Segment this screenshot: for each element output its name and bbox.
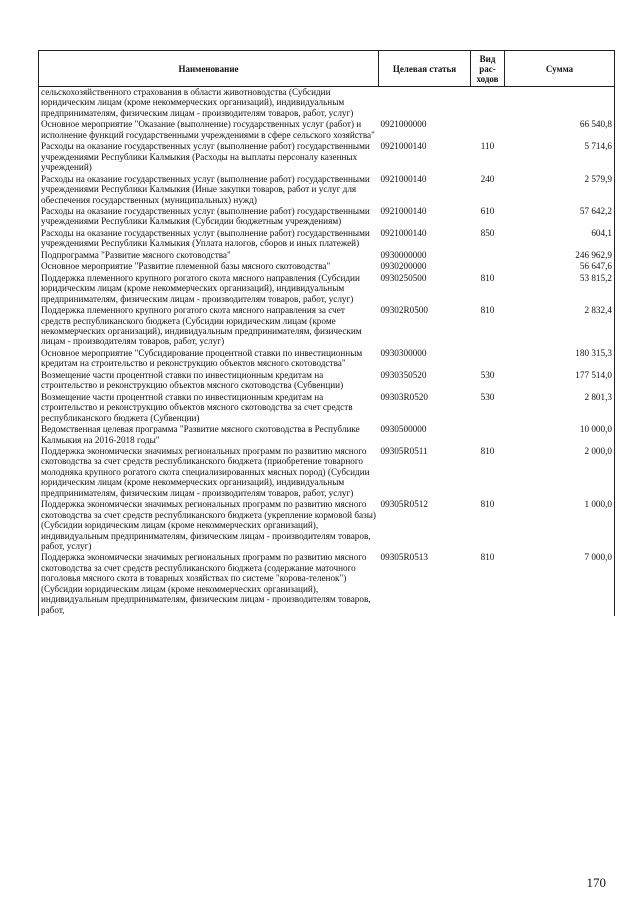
row-vid: 810 <box>480 305 495 316</box>
row-code: 0930500000 <box>380 424 427 435</box>
row-name: Расходы на оказание государственных услуг (выполнение работ) государственными учреждениями Республики Калмыкия (Субсидии бюджетным учреждениям) <box>39 206 379 228</box>
table-row <box>39 424 615 446</box>
table-row <box>39 206 615 228</box>
row-code: 0921000140 <box>380 205 427 216</box>
row-sum: 246 962,9 <box>505 250 615 261</box>
row-name: Расходы на оказание государственных услуг (выполнение работ) государственными учреждениями Республики Калмыкия (Уплата налогов, сборов и иных платежей) <box>39 228 379 250</box>
table-row <box>39 141 615 173</box>
row-code: 0930000000 <box>380 249 427 260</box>
row-vid: 810 <box>480 499 495 510</box>
row-name: Основное мероприятие "Развитие племенной базы мясного скотоводства" <box>39 261 379 272</box>
row-vid: 530 <box>480 369 495 380</box>
budget-table <box>38 50 615 616</box>
row-vid: 850 <box>480 227 495 238</box>
row-sum: 57 642,2 <box>505 206 615 228</box>
row-sum <box>505 87 615 120</box>
table-row <box>39 119 615 141</box>
table-row <box>39 250 615 261</box>
row-code: 0921000140 <box>380 141 427 152</box>
row-name: Поддержка племенного крупного рогатого скота мясного направления за счет средств республиканского бюджета (Субсидии юридическим лицам (кроме некоммерческих организаций), индивидуальным предпринимателям, физическим лицам - производителям товаров, работ, услуг) <box>39 305 379 348</box>
row-vid <box>471 250 505 261</box>
row-sum: 177 514,0 <box>505 370 615 392</box>
table-row <box>39 446 615 499</box>
row-code: 09303R0520 <box>380 391 428 402</box>
table-row <box>39 261 615 272</box>
row-name: Возмещение части процентной ставки по инвестиционным кредитам на строительство и реконструкцию объектов мясного скотоводства (Субвенции) <box>39 370 379 392</box>
row-vid <box>471 348 505 370</box>
row-sum: 2 801,3 <box>505 392 615 424</box>
row-vid: 240 <box>480 173 495 184</box>
table-row <box>39 348 615 370</box>
row-name: Возмещение части процентной ставки по инвестиционным кредитам на строительство и реконструкцию объектов мясного скотоводства за счет средств республиканского бюджета (Субвенции) <box>39 392 379 424</box>
row-sum: 7 000,0 <box>505 552 615 616</box>
row-sum: 2 579,9 <box>505 174 615 206</box>
table-row <box>39 392 615 424</box>
row-sum: 53 815,2 <box>505 273 615 305</box>
row-code: 09305R0513 <box>380 552 428 563</box>
table-row <box>39 305 615 348</box>
budget-sheet <box>38 50 614 616</box>
header-vid: Вид рас-ходов <box>471 51 505 87</box>
row-code: 0930250500 <box>380 272 427 283</box>
table-row <box>39 552 615 616</box>
table-row <box>39 87 615 120</box>
row-sum: 2 000,0 <box>505 446 615 499</box>
row-vid: 810 <box>480 552 495 563</box>
page-number: 170 <box>586 875 606 890</box>
table-row <box>39 499 615 552</box>
row-sum: 1 000,0 <box>505 499 615 552</box>
row-vid: 810 <box>480 272 495 283</box>
row-sum: 56 647,6 <box>505 261 615 272</box>
header-name: Наименование <box>39 51 379 87</box>
row-code: 09305R0512 <box>380 499 428 510</box>
table-header-row <box>39 51 615 87</box>
row-sum: 2 832,4 <box>505 305 615 348</box>
row-vid: 610 <box>480 205 495 216</box>
row-name: Расходы на оказание государственных услуг (выполнение работ) государственными учреждениями Республики Калмыкия (Иные закупки товаров, работ и услуг для обеспечения государственных (муниципальных) нужд) <box>39 174 379 206</box>
row-code: 0921000000 <box>380 119 427 130</box>
row-code: 09305R0511 <box>380 445 428 456</box>
row-name: Подпрограмма "Развитие мясного скотоводства" <box>39 250 379 261</box>
row-vid <box>471 119 505 141</box>
row-code: 0930200000 <box>380 261 427 272</box>
row-name: Поддержка экономически значимых региональных программ по развитию мясного скотоводства за счет средств республиканского бюджета (укрепление кормовой базы) (Субсидии юридическим лицам (кроме некоммерческих организаций), индивидуальным предпринимателям, физическим лицам - производителям товаров, работ, услуг) <box>39 499 379 552</box>
row-name: Поддержка племенного крупного рогатого скота мясного направления (Субсидии юридическим лицам (кроме некоммерческих организаций), индивидуальным предпринимателям, физическим лицам - производителям товаров, работ, услуг) <box>39 273 379 305</box>
row-vid: 810 <box>480 445 495 456</box>
table-row <box>39 370 615 392</box>
row-code: 0921000140 <box>380 227 427 238</box>
row-name: Ведомственная целевая программа "Развитие мясного скотоводства в Республике Калмыкия на 2016-2018 годы" <box>39 424 379 446</box>
row-vid <box>471 261 505 272</box>
header-code: Целевая статья <box>379 51 471 87</box>
table-row <box>39 174 615 206</box>
row-code: 0921000140 <box>380 173 427 184</box>
row-sum: 66 540,8 <box>505 119 615 141</box>
header-sum: Сумма <box>505 51 615 87</box>
row-code: 0930300000 <box>380 347 427 358</box>
table-row <box>39 273 615 305</box>
row-vid <box>471 424 505 446</box>
row-vid: 110 <box>480 141 495 152</box>
row-vid <box>471 87 505 120</box>
row-code: 0930350520 <box>380 369 427 380</box>
row-name: Поддержка экономически значимых региональных программ по развитию мясного скотоводства за счет средств республиканского бюджета (приобретение товарного молодняка крупного рогатого скота специализированных мясных пород) (Субсидии юридическим лицам (кроме некоммерческих организаций), индивидуальным предпринимателям, физическим лицам - производителям товаров, работ, услуг) <box>39 446 379 499</box>
row-sum: 604,1 <box>505 228 615 250</box>
row-code: 09302R0500 <box>380 305 428 316</box>
row-sum: 10 000,0 <box>505 424 615 446</box>
row-code <box>379 87 471 120</box>
row-sum: 180 315,3 <box>505 348 615 370</box>
row-sum: 5 714,6 <box>505 141 615 173</box>
row-name: Основное мероприятие "Оказание (выполнение) государственных услуг (работ) и исполнение функций государственными учреждениями в сфере сельского хозяйства" <box>39 119 379 141</box>
row-name: Расходы на оказание государственных услуг (выполнение работ) государственными учреждениями Республики Калмыкия (Расходы на выплаты персоналу казенных учреждений) <box>39 141 379 173</box>
row-name: Основное мероприятие "Субсидирование процентной ставки по инвестиционным кредитам на строительство и реконструкцию объектов мясного скотоводства" <box>39 348 379 370</box>
row-vid: 530 <box>480 391 495 402</box>
table-row <box>39 228 615 250</box>
row-name: сельскохозяйственного страхования в области животноводства (Субсидии юридическим лицам (кроме некоммерческих организаций), индивидуальным предпринимателям, физическим лицам - производителям товаров, работ, услуг) <box>39 87 379 120</box>
row-name: Поддержка экономически значимых региональных программ по развитию мясного скотоводства за счет средств республиканского бюджета (содержание маточного поголовья мясного скота в товарных хозяйствах по системе "корова-теленок") (Субсидии юридическим лицам (кроме некоммерческих организаций), индивидуальным предпринимателям, физическим лицам - производителям товаров, работ, <box>39 552 379 616</box>
